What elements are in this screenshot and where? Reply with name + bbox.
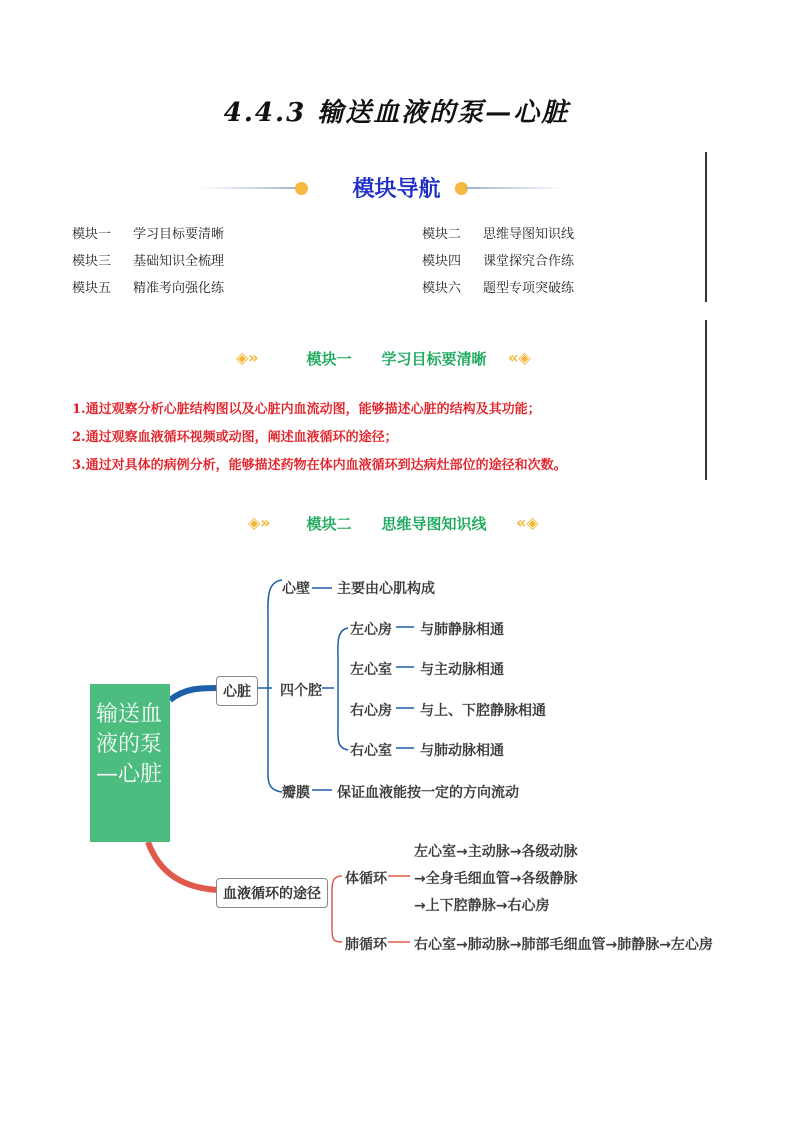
center-line-1: 输送血	[96, 702, 163, 727]
systemic-line-1: 左心室→主动脉→各级动脉	[414, 844, 578, 860]
diamond-right-icon: «◈	[508, 348, 531, 367]
node-heart: 心脏	[216, 676, 258, 706]
node-pulmonary: 肺循环	[345, 937, 387, 953]
objective-3: 3.通过对具体的病例分析，能够描述药物在体内血液循环到达病灶部位的途径和次数。	[72, 458, 567, 473]
section1-name: 学习目标要清晰	[381, 350, 487, 368]
node-chamber-2: 左心室	[350, 662, 392, 678]
systemic-line-3: →上下腔静脉→右心房	[414, 898, 550, 914]
pulmonary-path: 右心室→肺动脉→肺部毛细血管→肺静脉→左心房	[414, 937, 713, 953]
node-valve-desc: 保证血液能按一定的方向流动	[337, 785, 519, 801]
node-chamber-1-desc: 与肺静脉相通	[420, 622, 504, 638]
nav-item-module: 模块三	[72, 254, 112, 269]
node-wall-desc: 主要由心肌构成	[337, 581, 435, 597]
nav-item-label: 基础知识全梳理	[133, 254, 225, 269]
node-chamber-2-desc: 与主动脉相通	[420, 662, 504, 678]
diamond-left-icon: ◈»	[248, 513, 271, 532]
center-line-3: —心脏	[96, 762, 163, 787]
node-chamber-1: 左心房	[350, 622, 392, 638]
nav-item-module: 模块六	[422, 281, 462, 296]
nav-item-label: 思维导图知识线	[483, 227, 575, 242]
nav-item-module: 模块一	[72, 227, 112, 242]
nav-item-label: 题型专项突破练	[483, 281, 575, 296]
node-chambers: 四个腔	[280, 683, 322, 699]
node-chamber-3: 右心房	[350, 703, 392, 719]
diamond-right-icon: «◈	[516, 513, 539, 532]
section1-module: 模块一	[306, 350, 352, 368]
nav-item-module: 模块五	[72, 281, 112, 296]
center-line-2: 液的泵	[96, 732, 163, 757]
node-chamber-4: 右心室	[350, 743, 392, 759]
page-title: 4.4.3 输送血液的泵—心脏	[223, 98, 570, 128]
objective-2: 2.通过观察血液循环视频或动图，阐述血液循环的途径；	[72, 430, 398, 445]
mindmap-center	[90, 684, 170, 842]
node-chamber-3-desc: 与上、下腔静脉相通	[420, 703, 546, 719]
nav-item-module: 模块四	[422, 254, 462, 269]
nav-heading: 模块导航	[352, 177, 441, 202]
nav-item-label: 学习目标要清晰	[133, 227, 225, 242]
section2-module: 模块二	[306, 515, 352, 533]
section2-name: 思维导图知识线	[381, 515, 487, 533]
objective-1: 1.通过观察分析心脏结构图以及心脏内血流动图，能够描述心脏的结构及其功能；	[72, 402, 541, 417]
nav-item-label: 课堂探究合作练	[483, 254, 575, 269]
nav-item-label: 精准考向强化练	[133, 281, 225, 296]
node-chamber-4-desc: 与肺动脉相通	[420, 743, 504, 759]
diamond-left-icon: ◈»	[236, 348, 259, 367]
nav-item-module: 模块二	[422, 227, 462, 242]
node-valve: 瓣膜	[282, 785, 310, 801]
node-circulation: 血液循环的途径	[216, 878, 328, 908]
systemic-line-2: →全身毛细血管→各级静脉	[414, 871, 578, 887]
node-wall: 心壁	[282, 581, 310, 597]
node-systemic: 体循环	[345, 871, 387, 887]
